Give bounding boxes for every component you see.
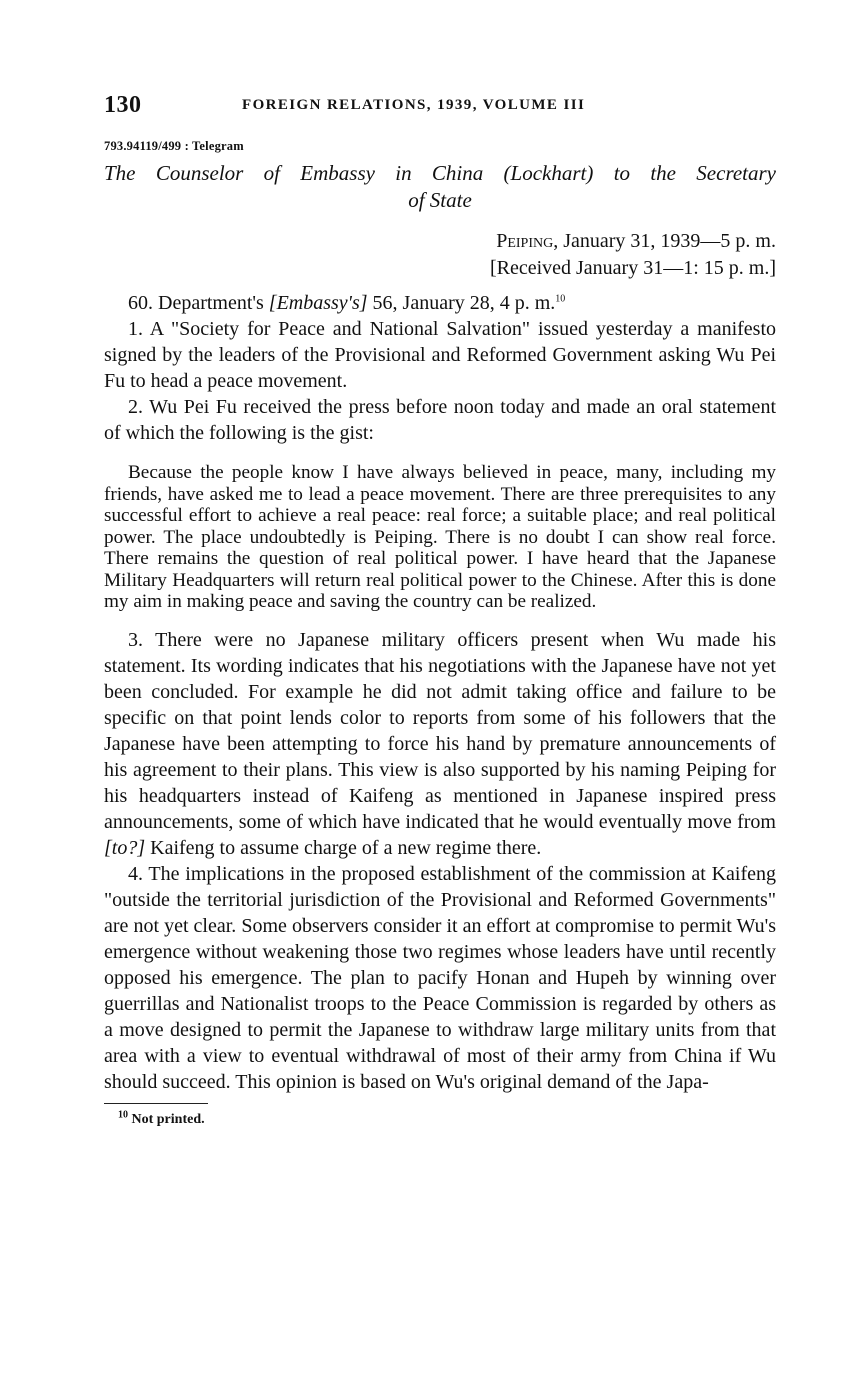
paragraph-3 [104, 627, 776, 861]
footnote-marker: 10 [555, 293, 566, 305]
paragraph-1: 1. A "Society for Peace and National Salvation" issued yesterday a manifesto signed by the leaders of the Provisional and Reformed Government asking Wu Pei Fu to head a peace movement. [104, 318, 776, 392]
document-title-line-1: The Counselor of Embassy in China (Lockhart) to the Secretary [104, 161, 776, 185]
place-name: Peiping [496, 230, 554, 252]
sent-date: , January 31, 1939—5 p. m. [553, 230, 776, 252]
paragraph-3-ending: Kaifeng to assume charge of a new regime there. [145, 836, 542, 859]
reference-suffix: 56, January 28, 4 p. m. [367, 292, 556, 314]
dateline [104, 228, 776, 282]
received-line: [Received January 31—1: 15 p. m.] [489, 257, 776, 279]
reference-correction: [Embassy's] [268, 292, 368, 314]
footnote [104, 1108, 776, 1128]
message-reference-paragraph [104, 290, 776, 316]
paragraph-4: 4. The implications in the proposed establishment of the commission at Kaifeng "outside the territorial jurisdiction of the Provisional and Reformed Governments" are not yet clear. Some observers consider it an effort at compromise to permit Wu's emergence without weakening those two regimes whose leaders have until recently opposed his emergence. The plan to pacify Honan and Hupeh by winning over guerrillas and Nationalist troops to the Peace Commission is regarded by others as a move designed to permit the Japanese to withdraw large military units from that area with a view to eventual withdrawal of most of their army from China if Wu should succeed. This opinion is based on Wu's original demand of the Japa- [104, 862, 776, 1093]
document-title [104, 160, 776, 214]
file-reference: 793.94119/499 : Telegram [104, 139, 244, 153]
document-title-line-2: of State [408, 188, 472, 212]
document-page [104, 92, 776, 1128]
paragraph-3-text: 3. There were no Japanese military officers present when Wu made his statement. Its wording indicates that his negotiations with the Japanese have not yet been concluded. For example he did not admit taking office and failure to be specific on that point lends color to reports from some of his followers that the Japanese have been attempting to force his hand by premature announcements of his agreement to their plans. This view is also supported by his naming Peiping for his headquarters instead of Kaifeng as mentioned in Japanese inspired press announcements, some of which have indicated that he would eventually move from [104, 628, 776, 833]
running-title: FOREIGN RELATIONS, 1939, VOLUME III [242, 97, 586, 113]
paragraph-3-bracket: [to?] [104, 836, 146, 859]
running-head [104, 92, 776, 124]
sent-line [104, 228, 776, 255]
footnote-number: 10 [118, 1108, 128, 1120]
quoted-statement: Because the people know I have always believed in peace, many, including my friends, have asked me to lead a peace movement. There are three prerequisites to any successful effort to achieve a real peace: real force; a suitable place; and real political power. The place undoubtedly is Peiping. There is no doubt I can show real force. There remains the question of real political power. I have heard that the Japanese Military Headquarters will return real political power to the Chinese. After this is done my aim in making peace and saving the country can be realized. [104, 462, 776, 612]
paragraph-2: 2. Wu Pei Fu received the press before noon today and made an oral statement of which the following is the gist: [104, 396, 776, 444]
reference-prefix: 60. Department's [128, 292, 269, 314]
page-number: 130 [104, 92, 142, 118]
footnote-text: Not printed. [128, 1111, 205, 1127]
footnote-divider [104, 1103, 208, 1104]
